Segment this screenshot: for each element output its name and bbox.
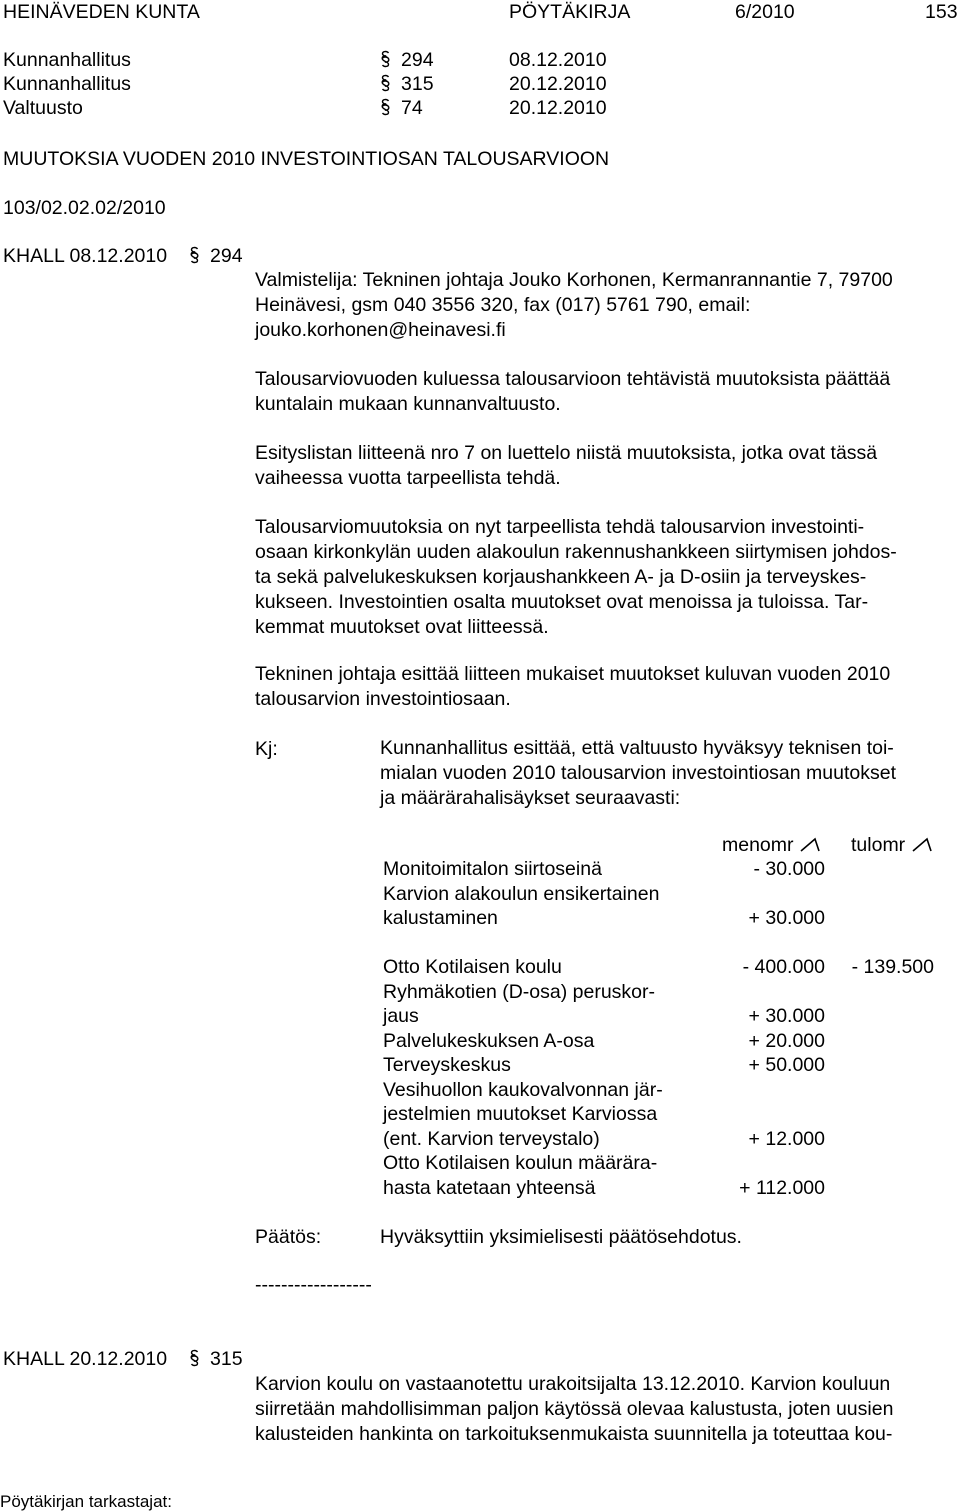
budget-row-expense: + 12.000 — [748, 1128, 825, 1150]
meeting-section: 294 — [210, 245, 243, 267]
section-sign-icon — [189, 246, 200, 266]
reference-body: Valtuusto — [3, 97, 83, 119]
reference-section: 315 — [401, 73, 434, 95]
text-line: osaan kirkonkylän uuden alakoulun rakennushankkeen siirtymisen johdos- — [255, 541, 897, 563]
meeting-section: 315 — [210, 1348, 243, 1370]
budget-row-name: Vesihuollon kaukovalvonnan jär- — [383, 1079, 663, 1101]
euro-sign-icon — [799, 837, 821, 853]
text-line: Talousarviovuoden kuluessa talousarvioon tehtävistä muutoksista päättää — [255, 368, 891, 390]
text-line: Valmistelija: Tekninen johtaja Jouko Korhonen, Kermanrannantie 7, 79700 — [255, 269, 893, 291]
reference-body: Kunnanhallitus — [3, 73, 131, 95]
section-sign-icon — [189, 1349, 200, 1369]
budget-row-name: Monitoimitalon siirtoseinä — [383, 858, 602, 880]
reference-date: 20.12.2010 — [509, 97, 607, 119]
section-sign-icon — [380, 74, 391, 94]
header-page-number: 153 — [925, 1, 958, 23]
text-line: kukseen. Investointien osalta muutokset ovat menoissa ja tuloissa. Tar- — [255, 591, 869, 613]
text-line: Karvion koulu on vastaanotettu urakoitsijalta 13.12.2010. Karvion kouluun — [255, 1373, 891, 1395]
header-municipality: HEINÄVEDEN KUNTA — [3, 1, 200, 23]
meeting-label: KHALL 20.12.2010 — [3, 1348, 168, 1370]
text-line: Heinävesi, gsm 040 3556 320, fax (017) 5761 790, email: — [255, 294, 751, 316]
text-line: vaiheessa vuotta tarpeellista tehdä. — [255, 467, 561, 489]
paragraph — [255, 441, 955, 491]
header-doc-type: PÖYTÄKIRJA — [509, 1, 631, 23]
text-line: ja määrärahalisäykset seuraavasti: — [380, 787, 681, 809]
budget-row-expense: + 20.000 — [748, 1030, 825, 1052]
budget-row-income: - 139.500 — [851, 956, 934, 978]
section-sign-icon — [380, 98, 391, 118]
text-line: kemmat muutokset ovat liitteessä. — [255, 616, 549, 638]
text-line: siirretään mahdollisimman paljon käytössä olevaa kalustusta, joten uusien — [255, 1398, 894, 1420]
budget-row-name: hasta katetaan yhteensä — [383, 1177, 596, 1199]
decision-text: Hyväksyttiin yksimielisesti päätösehdotus. — [380, 1226, 742, 1248]
budget-row-expense: + 50.000 — [748, 1054, 825, 1076]
text-line: talousarvion investointiosaan. — [255, 688, 511, 710]
dossier-number: 103/02.02.02/2010 — [3, 197, 166, 219]
reference-date: 08.12.2010 — [509, 49, 607, 71]
paragraph — [255, 367, 955, 417]
budget-row-expense: - 30.000 — [753, 858, 825, 880]
budget-row-name: Otto Kotilaisen koulun määrära- — [383, 1152, 658, 1174]
budget-row-name: kalustaminen — [383, 907, 498, 929]
footer-label: Pöytäkirjan tarkastajat: — [0, 1492, 172, 1511]
budget-row-expense: - 400.000 — [742, 956, 825, 978]
separator-line: ------------------ — [255, 1274, 372, 1296]
budget-row-name: Ryhmäkotien (D-osa) peruskor- — [383, 981, 656, 1003]
reference-date: 20.12.2010 — [509, 73, 607, 95]
text-line: kuntalain mukaan kunnanvaltuusto. — [255, 393, 561, 415]
euro-sign-icon — [911, 837, 933, 853]
budget-row-expense: + 112.000 — [739, 1177, 825, 1199]
budget-row-expense: + 30.000 — [748, 1005, 825, 1027]
paragraph — [255, 515, 955, 640]
text-line: Kunnanhallitus esittää, että valtuusto hyväksyy teknisen toi- — [380, 737, 894, 759]
paragraph — [255, 662, 955, 712]
budget-row-name: jaus — [383, 1005, 419, 1027]
proposal-text — [380, 736, 955, 811]
text-line: Esityslistan liitteenä nro 7 on luettelo niistä muutoksista, jotka ovat tässä — [255, 442, 878, 464]
reference-section: 294 — [401, 49, 434, 71]
budget-row-name: jestelmien muutokset Karviossa — [383, 1103, 658, 1125]
decision-label: Päätös: — [255, 1226, 322, 1248]
text-line: mialan vuoden 2010 talousarvion investointiosan muutokset — [380, 762, 896, 784]
text-line: ta sekä palvelukeskuksen korjaushankkeen A- ja D-osiin ja terveyskes- — [255, 566, 867, 588]
budget-row-expense: + 30.000 — [748, 907, 825, 929]
proposal-label: Kj: — [255, 738, 278, 760]
preparer-info — [255, 268, 955, 343]
reference-section: 74 — [401, 97, 423, 119]
section-sign-icon — [380, 50, 391, 70]
paragraph — [255, 1372, 955, 1447]
reference-body: Kunnanhallitus — [3, 49, 131, 71]
budget-row-name: Karvion alakoulun ensikertainen — [383, 883, 660, 905]
budget-row-name: Terveyskeskus — [383, 1054, 511, 1076]
text-line: Talousarviomuutoksia on nyt tarpeellista tehdä talousarvion investointi- — [255, 516, 865, 538]
budget-row-name: Otto Kotilaisen koulu — [383, 956, 562, 978]
budget-row-name: Palvelukeskuksen A-osa — [383, 1030, 595, 1052]
expense-column-header: menomr — [722, 836, 821, 856]
document-title: MUUTOKSIA VUODEN 2010 INVESTOINTIOSAN TALOUSARVIOON — [3, 148, 610, 170]
header-issue: 6/2010 — [735, 1, 795, 23]
meeting-label: KHALL 08.12.2010 — [3, 245, 168, 267]
budget-row-name: (ent. Karvion terveystalo) — [383, 1128, 600, 1150]
text-line: jouko.korhonen@heinavesi.fi — [255, 319, 506, 341]
text-line: Tekninen johtaja esittää liitteen mukaiset muutokset kuluvan vuoden 2010 — [255, 663, 891, 685]
text-line: kalusteiden hankinta on tarkoituksenmukaista suunnitella ja toteuttaa kou- — [255, 1423, 893, 1445]
income-column-header: tulomr — [851, 836, 933, 856]
